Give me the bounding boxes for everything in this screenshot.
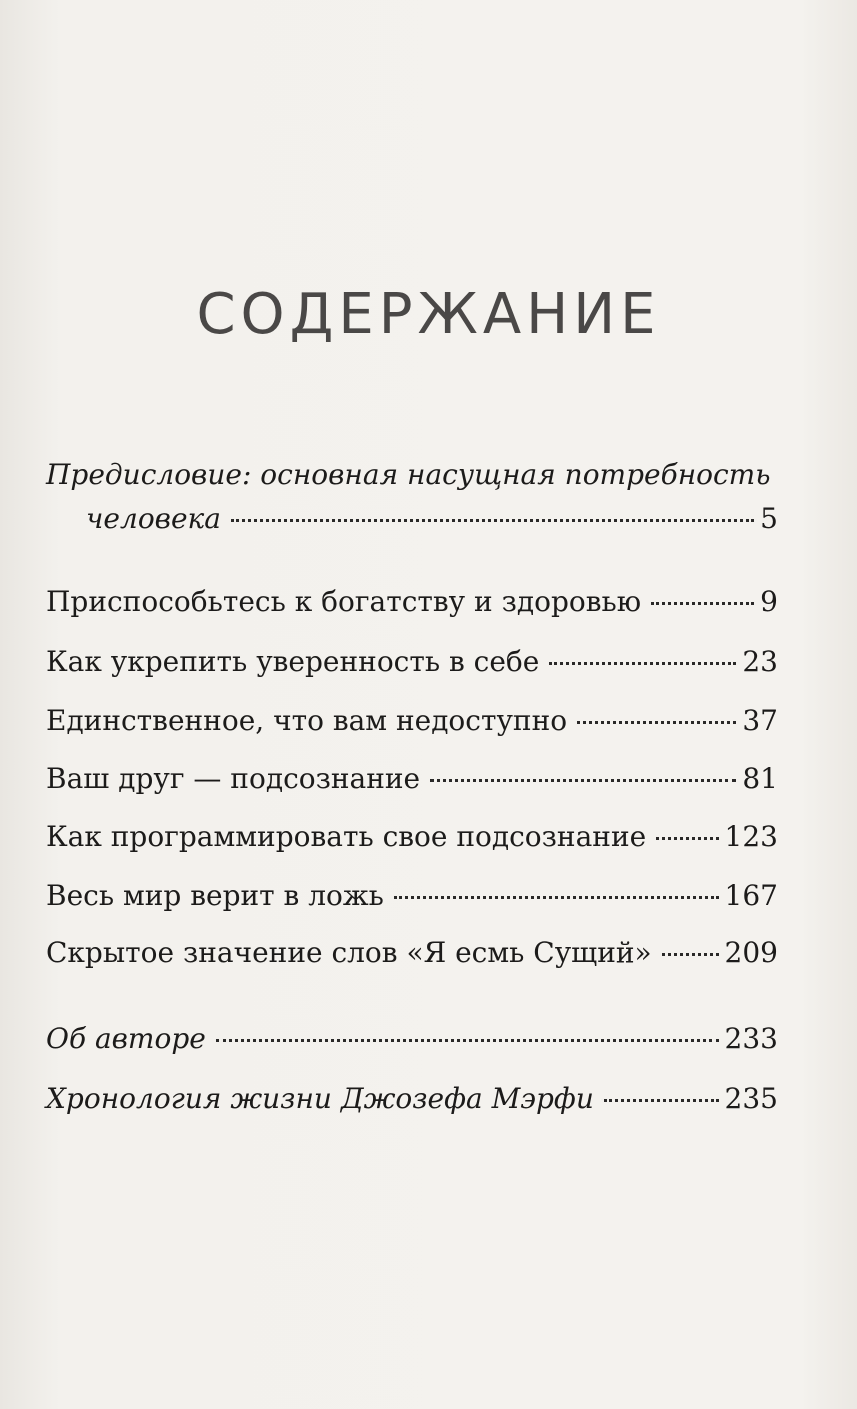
dot-leader xyxy=(549,662,736,665)
dot-leader xyxy=(577,721,736,724)
dot-leader xyxy=(231,519,754,522)
toc-entry-title: человека xyxy=(86,502,221,535)
toc-entry-title: Хронология жизни Джозефа Мэрфи xyxy=(46,1082,594,1115)
toc-entry-title: Об авторе xyxy=(46,1022,206,1055)
toc-entry-title: Весь мир верит в ложь xyxy=(46,879,384,912)
toc-entry-page: 167 xyxy=(724,879,778,912)
toc-entry-page: 233 xyxy=(724,1022,778,1055)
toc-entry-chapter xyxy=(46,936,778,970)
toc-entry-chapter xyxy=(46,585,778,619)
toc-entry-title: Как укрепить уверенность в себе xyxy=(46,645,540,678)
dot-leader xyxy=(394,896,719,899)
toc-entry-page: 37 xyxy=(742,704,778,737)
toc-entry-page: 123 xyxy=(724,820,778,853)
toc-entry-page: 9 xyxy=(760,585,778,618)
toc-entry-chapter xyxy=(46,704,778,738)
toc-entry-appendix xyxy=(46,1082,778,1116)
toc-entry-title: Скрытое значение слов «Я есмь Сущий» xyxy=(46,936,652,969)
toc-entry-chapter xyxy=(46,879,778,913)
toc-entry-chapter xyxy=(46,762,778,796)
toc-entry-title: Приспособьтесь к богатству и здоровью xyxy=(46,585,642,618)
toc-entry-page: 209 xyxy=(724,936,778,969)
dot-leader xyxy=(656,837,718,840)
dot-leader xyxy=(216,1039,719,1042)
toc-entry-page: 81 xyxy=(742,762,778,795)
toc-entry-preface-line1: Предисловие: основная насущная потребность xyxy=(46,458,771,491)
dot-leader xyxy=(651,602,754,605)
toc-entry-chapter xyxy=(46,645,778,679)
toc-entry-appendix xyxy=(46,1022,778,1056)
dot-leader xyxy=(604,1099,719,1102)
toc-entry-title: Как программировать свое подсознание xyxy=(46,820,647,853)
dot-leader xyxy=(430,779,736,782)
toc-entry-page: 235 xyxy=(724,1082,778,1115)
toc-entry-title: Единственное, что вам недоступно xyxy=(46,704,568,737)
toc-entry-title: Ваш друг — подсознание xyxy=(46,762,421,795)
toc-entry-preface xyxy=(46,502,778,536)
toc-entry-page: 5 xyxy=(760,502,778,535)
toc-entry-chapter xyxy=(46,820,778,854)
toc-entry-page: 23 xyxy=(742,645,778,678)
page-title: СОДЕРЖАНИЕ xyxy=(196,282,661,347)
dot-leader xyxy=(662,953,719,956)
